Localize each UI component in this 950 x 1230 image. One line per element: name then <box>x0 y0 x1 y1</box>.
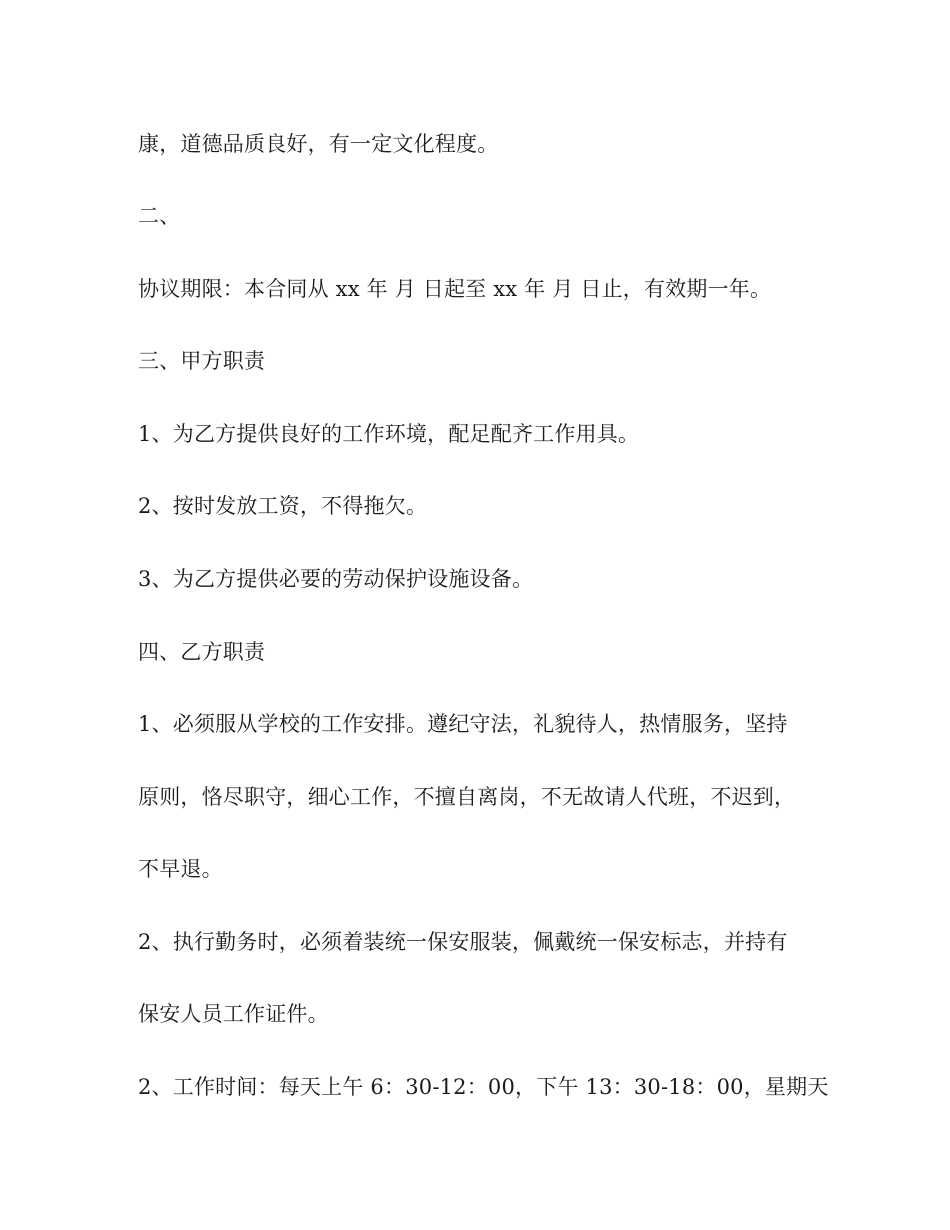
section-heading: 四、乙方职责 <box>138 640 266 664</box>
text-line: 保安人员工作证件。 <box>138 1002 329 1026</box>
list-item: 2、工作时间：每天上午 6：30-12：00，下午 13：30-18：00，星期天 <box>138 1075 829 1099</box>
list-item: 2、执行勤务时，必须着装统一保安服装，佩戴统一保安标志，并持有 <box>138 930 788 954</box>
section-heading: 二、 <box>138 204 181 228</box>
text-line: 协议期限：本合同从 xx 年 月 日起至 xx 年 月 日止，有效期一年。 <box>138 277 772 301</box>
text-line: 原则，恪尽职守，细心工作，不擅自离岗，不无故请人代班，不迟到， <box>138 785 796 809</box>
list-item: 2、按时发放工资，不得拖欠。 <box>138 494 428 518</box>
list-item: 3、为乙方提供必要的劳动保护设施设备。 <box>138 567 534 591</box>
list-item: 1、为乙方提供良好的工作环境，配足配齐工作用具。 <box>138 422 640 446</box>
text-line: 不早退。 <box>138 857 223 881</box>
list-item: 1、必须服从学校的工作安排。遵纪守法，礼貌待人，热情服务，坚持 <box>138 712 788 736</box>
section-heading: 三、甲方职责 <box>138 349 266 373</box>
text-line: 康，道德品质良好，有一定文化程度。 <box>138 132 499 156</box>
